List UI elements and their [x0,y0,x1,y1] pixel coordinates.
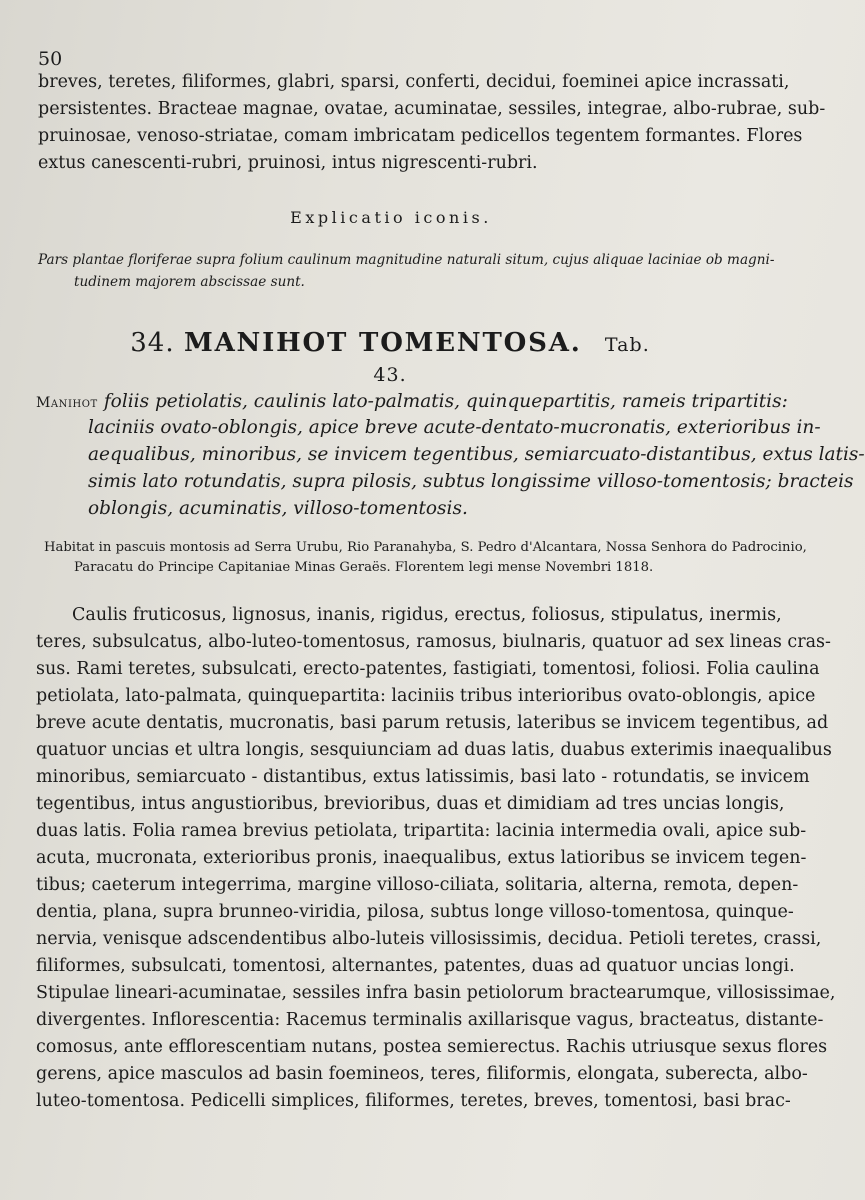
text-line: Caulis fruticosus, lignosus, inanis, rigidus, erectus, foliosus, stipulatus, inermis, [72,605,782,625]
page-number: 50 [38,48,63,70]
text-line: divergentes. Inflorescentia: Racemus terminalis axillarisque vagus, bracteatus, distante- [36,1010,824,1030]
species-name: MANIHOT TOMENTOSA. [183,328,582,358]
text-line: quatuor uncias et ultra longis, sesquiunciam ad duas latis, duabus exterimis inaequalibus [36,740,832,760]
text-line: simis lato rotundatis, supra pilosis, subtus longissime villoso-tomentosis; bracteis [88,471,854,492]
text-line: Stipulae lineari-acuminatae, sessiles infra basin petiolorum bractearumque, villosissimae, [36,983,836,1003]
text-line: laciniis ovato-oblongis, apice breve acute-dentato-mucronatis, exterioribus in- [88,417,821,438]
text-line: nervia, venisque adscendentibus albo-luteis villosissimis, decidua. Petioli teretes, crassi, [36,929,822,949]
text-line: acuta, mucronata, exterioribus pronis, inaequalibus, extus latioribus se invicem tegen- [36,848,807,868]
text-line: tibus; caeterum integerrima, margine villoso-ciliata, solitaria, alterna, remota, depen- [36,875,799,895]
text-line: comosus, ante efflorescentiam nutans, postea semierectus. Rachis utriusque sexus flores [36,1037,828,1057]
text-line: filiformes, subsulcati, tomentosi, alternantes, patentes, duas ad quatuor uncias longi. [36,956,795,976]
text-line: oblongis, acuminatis, villoso-tomentosis. [88,498,468,519]
species-title [120,328,660,388]
text-line: aequalibus, minoribus, se invicem tegentibus, semiarcuato-distantibus, extus latis- [88,444,865,465]
text-line: dentia, plana, supra brunneo-viridia, pilosa, subtus longe villoso-tomentosa, quinque- [36,902,794,922]
species-number: 34. [130,328,175,358]
text-line: tegentibus, intus angustioribus, brevioribus, duas et dimidiam ad tres uncias longis, [36,794,785,814]
explicatio-heading: Explicatio iconis. [290,208,492,227]
plate-reference: Tab. 43. [373,334,650,386]
text-line: tudinem majorem abscissae sunt. [74,274,305,290]
text-line: breves, teretes, filiformes, glabri, sparsi, conferti, decidui, foeminei apice incrassati, [38,72,790,92]
text-line: pruinosae, venoso-striatae, comam imbricatam pedicellos tegentem formantes. Flores [38,126,803,146]
text-line: Pars plantae floriferae supra folium caulinum magnitudine naturali situm, cujus aliquae laciniae ob magni- [38,252,775,268]
text-line: minoribus, semiarcuato - distantibus, extus latissimis, basi lato - rotundatis, se invicem [36,767,810,787]
text-line: petiolata, lato-palmata, quinquepartita: laciniis tribus interioribus ovato-oblongis, apice [36,686,816,706]
text-line: gerens, apice masculos ad basin foemineos, teres, filiformis, elongata, suberecta, albo- [36,1064,808,1084]
text-line: persistentes. Bracteae magnae, ovatae, acuminatae, sessiles, integrae, albo-rubrae, sub- [38,99,826,119]
text-line: extus canescenti-rubri, pruinosi, intus nigrescenti-rubri. [38,153,538,173]
text-line: duas latis. Folia ramea brevius petiolata, tripartita: lacinia intermedia ovali, apice sub- [36,821,807,841]
text-line: sus. Rami teretes, subsulcati, erecto-patentes, fastigiati, tomentosi, foliosi. Folia caulina [36,659,820,679]
text-line: Habitat in pascuis montosis ad Serra Urubu, Rio Paranahyba, S. Pedro d'Alcantara, Nossa Senhora do Padrocinio, [44,540,807,555]
text-line: foliis petiolatis, caulinis lato-palmatis, quinquepartitis, rameis tripartitis: [103,391,788,412]
text-line: teres, subsulcatus, albo-luteo-tomentosus, ramosus, biulnaris, quatuor ad sex lineas cras- [36,632,831,652]
diagnosis-genus: Manihot [36,395,98,411]
text-line: breve acute dentatis, mucronatis, basi parum retusis, lateribus se invicem tegentibus, ad [36,713,829,733]
text-line: Paracatu do Principe Capitaniae Minas Geraës. Florentem legi mense Novembri 1818. [74,560,654,575]
text-line: luteo-tomentosa. Pedicelli simplices, filiformes, teretes, breves, tomentosi, basi brac- [36,1091,791,1111]
